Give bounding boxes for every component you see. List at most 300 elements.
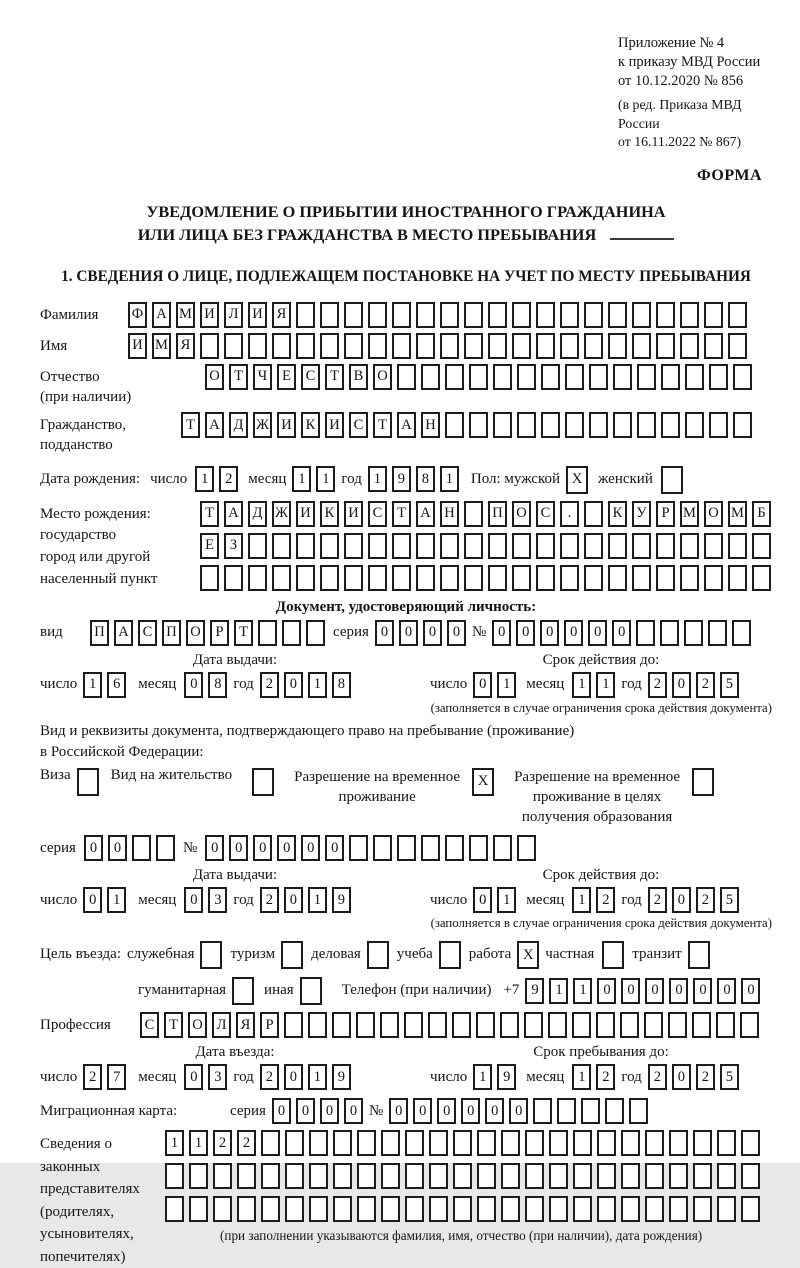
char-cell[interactable]: П xyxy=(162,620,181,646)
char-cell[interactable] xyxy=(464,565,483,591)
char-cell[interactable] xyxy=(541,364,560,390)
char-cell[interactable] xyxy=(660,620,679,646)
char-cell[interactable]: Л xyxy=(212,1012,231,1038)
char-cell[interactable] xyxy=(572,1012,591,1038)
sex-female-checkbox[interactable] xyxy=(661,466,683,494)
char-cell[interactable]: 0 xyxy=(645,978,664,1004)
char-cell[interactable] xyxy=(741,1196,760,1222)
char-cell[interactable] xyxy=(533,1098,552,1124)
char-cell[interactable] xyxy=(685,412,704,438)
char-cell[interactable] xyxy=(560,333,579,359)
char-cell[interactable] xyxy=(573,1130,592,1156)
char-cell[interactable] xyxy=(728,333,747,359)
char-cell[interactable]: 2 xyxy=(648,672,667,698)
char-cell[interactable] xyxy=(680,533,699,559)
char-cell[interactable] xyxy=(488,533,507,559)
char-cell[interactable] xyxy=(493,364,512,390)
char-cell[interactable] xyxy=(440,302,459,328)
char-cell[interactable]: Н xyxy=(440,501,459,527)
char-cell[interactable] xyxy=(320,302,339,328)
char-cell[interactable]: 0 xyxy=(83,887,102,913)
char-cell[interactable]: 0 xyxy=(473,672,492,698)
char-cell[interactable]: 0 xyxy=(621,978,640,1004)
char-cell[interactable]: 1 xyxy=(165,1130,184,1156)
char-cell[interactable]: 1 xyxy=(107,887,126,913)
char-cell[interactable]: Ж xyxy=(272,501,291,527)
char-cell[interactable] xyxy=(557,1098,576,1124)
char-cell[interactable]: Ф xyxy=(128,302,147,328)
char-cell[interactable]: 1 xyxy=(368,466,387,492)
char-cell[interactable]: 0 xyxy=(492,620,511,646)
char-cell[interactable]: О xyxy=(205,364,224,390)
char-cell[interactable] xyxy=(445,835,464,861)
char-cell[interactable] xyxy=(621,1130,640,1156)
char-cell[interactable] xyxy=(549,1130,568,1156)
char-cell[interactable]: О xyxy=(704,501,723,527)
char-cell[interactable] xyxy=(512,533,531,559)
char-cell[interactable] xyxy=(717,1163,736,1189)
char-cell[interactable] xyxy=(272,565,291,591)
char-cell[interactable]: 0 xyxy=(672,1064,691,1090)
char-cell[interactable]: 9 xyxy=(332,887,351,913)
char-cell[interactable] xyxy=(248,533,267,559)
char-cell[interactable] xyxy=(189,1196,208,1222)
purpose-humanitarian-checkbox[interactable] xyxy=(232,977,254,1005)
char-cell[interactable] xyxy=(717,1196,736,1222)
char-cell[interactable]: 0 xyxy=(509,1098,528,1124)
char-cell[interactable]: А xyxy=(152,302,171,328)
char-cell[interactable]: 0 xyxy=(473,887,492,913)
char-cell[interactable] xyxy=(596,1012,615,1038)
char-cell[interactable] xyxy=(344,533,363,559)
char-cell[interactable] xyxy=(469,835,488,861)
char-cell[interactable]: И xyxy=(248,302,267,328)
char-cell[interactable]: 0 xyxy=(389,1098,408,1124)
char-cell[interactable] xyxy=(493,835,512,861)
char-cell[interactable]: 2 xyxy=(237,1130,256,1156)
char-cell[interactable] xyxy=(381,1163,400,1189)
char-cell[interactable]: С xyxy=(138,620,157,646)
char-cell[interactable]: 0 xyxy=(413,1098,432,1124)
char-cell[interactable] xyxy=(608,565,627,591)
char-cell[interactable]: С xyxy=(536,501,555,527)
char-cell[interactable] xyxy=(416,333,435,359)
char-cell[interactable] xyxy=(381,1196,400,1222)
char-cell[interactable]: Р xyxy=(656,501,675,527)
char-cell[interactable] xyxy=(620,1012,639,1038)
char-cell[interactable]: 0 xyxy=(423,620,442,646)
char-cell[interactable]: 9 xyxy=(525,978,544,1004)
char-cell[interactable]: Я xyxy=(236,1012,255,1038)
char-cell[interactable] xyxy=(237,1196,256,1222)
char-cell[interactable] xyxy=(476,1012,495,1038)
char-cell[interactable] xyxy=(380,1012,399,1038)
char-cell[interactable] xyxy=(405,1130,424,1156)
char-cell[interactable]: 8 xyxy=(416,466,435,492)
char-cell[interactable] xyxy=(258,620,277,646)
char-cell[interactable] xyxy=(320,565,339,591)
char-cell[interactable] xyxy=(589,412,608,438)
char-cell[interactable] xyxy=(685,364,704,390)
char-cell[interactable] xyxy=(397,364,416,390)
char-cell[interactable] xyxy=(440,533,459,559)
char-cell[interactable]: 2 xyxy=(648,887,667,913)
char-cell[interactable]: 1 xyxy=(497,672,516,698)
char-cell[interactable]: 0 xyxy=(399,620,418,646)
char-cell[interactable]: 0 xyxy=(672,887,691,913)
char-cell[interactable]: 0 xyxy=(184,672,203,698)
char-cell[interactable] xyxy=(573,1196,592,1222)
char-cell[interactable] xyxy=(733,364,752,390)
char-cell[interactable] xyxy=(285,1196,304,1222)
char-cell[interactable] xyxy=(669,1130,688,1156)
char-cell[interactable] xyxy=(333,1196,352,1222)
purpose-transit-checkbox[interactable] xyxy=(688,941,710,969)
char-cell[interactable]: 2 xyxy=(260,887,279,913)
char-cell[interactable] xyxy=(356,1012,375,1038)
char-cell[interactable]: 0 xyxy=(296,1098,315,1124)
char-cell[interactable]: 2 xyxy=(260,1064,279,1090)
char-cell[interactable] xyxy=(632,565,651,591)
char-cell[interactable]: 1 xyxy=(195,466,214,492)
char-cell[interactable]: С xyxy=(349,412,368,438)
char-cell[interactable] xyxy=(453,1196,472,1222)
char-cell[interactable] xyxy=(469,364,488,390)
char-cell[interactable]: А xyxy=(416,501,435,527)
char-cell[interactable]: Р xyxy=(210,620,229,646)
char-cell[interactable]: 0 xyxy=(447,620,466,646)
char-cell[interactable]: И xyxy=(277,412,296,438)
char-cell[interactable] xyxy=(368,533,387,559)
char-cell[interactable] xyxy=(525,1163,544,1189)
char-cell[interactable] xyxy=(512,565,531,591)
char-cell[interactable] xyxy=(368,302,387,328)
char-cell[interactable] xyxy=(525,1196,544,1222)
char-cell[interactable] xyxy=(512,302,531,328)
char-cell[interactable]: 2 xyxy=(596,887,615,913)
char-cell[interactable] xyxy=(440,565,459,591)
char-cell[interactable] xyxy=(584,333,603,359)
char-cell[interactable]: 1 xyxy=(573,978,592,1004)
char-cell[interactable]: С xyxy=(301,364,320,390)
char-cell[interactable]: 0 xyxy=(672,672,691,698)
char-cell[interactable]: Е xyxy=(277,364,296,390)
char-cell[interactable]: А xyxy=(397,412,416,438)
char-cell[interactable]: 0 xyxy=(184,887,203,913)
char-cell[interactable]: 0 xyxy=(205,835,224,861)
char-cell[interactable] xyxy=(333,1130,352,1156)
char-cell[interactable] xyxy=(272,533,291,559)
char-cell[interactable] xyxy=(605,1098,624,1124)
char-cell[interactable]: К xyxy=(320,501,339,527)
char-cell[interactable] xyxy=(704,565,723,591)
char-cell[interactable] xyxy=(717,1130,736,1156)
char-cell[interactable] xyxy=(282,620,301,646)
char-cell[interactable] xyxy=(645,1196,664,1222)
char-cell[interactable] xyxy=(368,333,387,359)
purpose-tourism-checkbox[interactable] xyxy=(281,941,303,969)
char-cell[interactable] xyxy=(501,1130,520,1156)
char-cell[interactable] xyxy=(349,835,368,861)
purpose-business-checkbox[interactable] xyxy=(367,941,389,969)
char-cell[interactable]: 1 xyxy=(572,672,591,698)
char-cell[interactable] xyxy=(213,1196,232,1222)
purpose-other-checkbox[interactable] xyxy=(300,977,322,1005)
char-cell[interactable] xyxy=(344,333,363,359)
char-cell[interactable] xyxy=(613,412,632,438)
char-cell[interactable] xyxy=(200,565,219,591)
char-cell[interactable]: И xyxy=(200,302,219,328)
char-cell[interactable] xyxy=(452,1012,471,1038)
char-cell[interactable] xyxy=(560,302,579,328)
char-cell[interactable] xyxy=(637,412,656,438)
char-cell[interactable] xyxy=(597,1196,616,1222)
char-cell[interactable] xyxy=(392,333,411,359)
char-cell[interactable]: Ч xyxy=(253,364,272,390)
char-cell[interactable] xyxy=(477,1163,496,1189)
char-cell[interactable] xyxy=(517,835,536,861)
char-cell[interactable]: 8 xyxy=(208,672,227,698)
char-cell[interactable] xyxy=(693,1163,712,1189)
char-cell[interactable] xyxy=(309,1163,328,1189)
char-cell[interactable]: У xyxy=(632,501,651,527)
char-cell[interactable] xyxy=(224,565,243,591)
char-cell[interactable] xyxy=(224,333,243,359)
char-cell[interactable] xyxy=(752,565,771,591)
char-cell[interactable] xyxy=(680,565,699,591)
char-cell[interactable]: 0 xyxy=(540,620,559,646)
char-cell[interactable]: 0 xyxy=(597,978,616,1004)
char-cell[interactable] xyxy=(704,533,723,559)
char-cell[interactable] xyxy=(189,1163,208,1189)
char-cell[interactable] xyxy=(597,1130,616,1156)
char-cell[interactable]: 9 xyxy=(332,1064,351,1090)
char-cell[interactable]: 2 xyxy=(648,1064,667,1090)
char-cell[interactable]: А xyxy=(114,620,133,646)
char-cell[interactable]: Л xyxy=(224,302,243,328)
char-cell[interactable]: 0 xyxy=(272,1098,291,1124)
char-cell[interactable] xyxy=(392,565,411,591)
char-cell[interactable]: С xyxy=(368,501,387,527)
char-cell[interactable]: 0 xyxy=(301,835,320,861)
purpose-study-checkbox[interactable] xyxy=(439,941,461,969)
char-cell[interactable] xyxy=(309,1130,328,1156)
char-cell[interactable] xyxy=(464,333,483,359)
char-cell[interactable] xyxy=(477,1196,496,1222)
char-cell[interactable]: 0 xyxy=(253,835,272,861)
char-cell[interactable] xyxy=(549,1196,568,1222)
char-cell[interactable] xyxy=(608,302,627,328)
char-cell[interactable]: 0 xyxy=(284,672,303,698)
char-cell[interactable] xyxy=(565,364,584,390)
char-cell[interactable]: И xyxy=(325,412,344,438)
char-cell[interactable] xyxy=(536,565,555,591)
char-cell[interactable] xyxy=(344,565,363,591)
char-cell[interactable] xyxy=(733,412,752,438)
char-cell[interactable] xyxy=(429,1163,448,1189)
char-cell[interactable]: Т xyxy=(392,501,411,527)
char-cell[interactable] xyxy=(416,302,435,328)
char-cell[interactable] xyxy=(636,620,655,646)
char-cell[interactable]: 0 xyxy=(693,978,712,1004)
char-cell[interactable]: 0 xyxy=(284,887,303,913)
char-cell[interactable] xyxy=(344,302,363,328)
char-cell[interactable]: 5 xyxy=(720,1064,739,1090)
char-cell[interactable] xyxy=(296,333,315,359)
char-cell[interactable]: Т xyxy=(325,364,344,390)
char-cell[interactable] xyxy=(645,1130,664,1156)
char-cell[interactable]: Д xyxy=(229,412,248,438)
char-cell[interactable]: О xyxy=(186,620,205,646)
char-cell[interactable] xyxy=(464,302,483,328)
char-cell[interactable] xyxy=(308,1012,327,1038)
char-cell[interactable]: 3 xyxy=(208,887,227,913)
char-cell[interactable] xyxy=(693,1196,712,1222)
char-cell[interactable]: 5 xyxy=(720,887,739,913)
char-cell[interactable] xyxy=(524,1012,543,1038)
char-cell[interactable]: 1 xyxy=(83,672,102,698)
char-cell[interactable]: 8 xyxy=(332,672,351,698)
char-cell[interactable] xyxy=(320,533,339,559)
char-cell[interactable]: Т xyxy=(373,412,392,438)
char-cell[interactable]: 0 xyxy=(588,620,607,646)
residence-permit-checkbox[interactable] xyxy=(252,768,274,796)
edu-permit-checkbox[interactable] xyxy=(692,768,714,796)
char-cell[interactable] xyxy=(704,333,723,359)
purpose-work-checkbox[interactable]: X xyxy=(517,941,539,969)
char-cell[interactable]: 3 xyxy=(208,1064,227,1090)
char-cell[interactable]: 9 xyxy=(392,466,411,492)
char-cell[interactable]: А xyxy=(224,501,243,527)
char-cell[interactable] xyxy=(536,333,555,359)
char-cell[interactable]: 1 xyxy=(189,1130,208,1156)
sex-male-checkbox[interactable]: X xyxy=(566,466,588,494)
char-cell[interactable] xyxy=(488,302,507,328)
char-cell[interactable]: 0 xyxy=(741,978,760,1004)
char-cell[interactable] xyxy=(440,333,459,359)
char-cell[interactable] xyxy=(645,1163,664,1189)
char-cell[interactable] xyxy=(165,1196,184,1222)
char-cell[interactable] xyxy=(445,364,464,390)
char-cell[interactable]: 2 xyxy=(213,1130,232,1156)
char-cell[interactable] xyxy=(284,1012,303,1038)
char-cell[interactable] xyxy=(501,1196,520,1222)
char-cell[interactable]: 0 xyxy=(564,620,583,646)
char-cell[interactable]: Ж xyxy=(253,412,272,438)
char-cell[interactable]: 0 xyxy=(461,1098,480,1124)
char-cell[interactable] xyxy=(536,533,555,559)
char-cell[interactable]: 1 xyxy=(572,1064,591,1090)
char-cell[interactable] xyxy=(320,333,339,359)
char-cell[interactable] xyxy=(428,1012,447,1038)
char-cell[interactable] xyxy=(581,1098,600,1124)
char-cell[interactable]: Б xyxy=(752,501,771,527)
char-cell[interactable]: К xyxy=(608,501,627,527)
char-cell[interactable] xyxy=(464,533,483,559)
char-cell[interactable]: И xyxy=(296,501,315,527)
char-cell[interactable] xyxy=(296,565,315,591)
char-cell[interactable]: 0 xyxy=(325,835,344,861)
char-cell[interactable] xyxy=(716,1012,735,1038)
char-cell[interactable] xyxy=(333,1163,352,1189)
char-cell[interactable]: О xyxy=(373,364,392,390)
char-cell[interactable] xyxy=(429,1196,448,1222)
char-cell[interactable]: 2 xyxy=(83,1064,102,1090)
char-cell[interactable] xyxy=(621,1163,640,1189)
char-cell[interactable]: Т xyxy=(200,501,219,527)
char-cell[interactable] xyxy=(584,302,603,328)
char-cell[interactable] xyxy=(237,1163,256,1189)
char-cell[interactable]: М xyxy=(680,501,699,527)
char-cell[interactable] xyxy=(285,1130,304,1156)
char-cell[interactable]: И xyxy=(128,333,147,359)
char-cell[interactable] xyxy=(512,333,531,359)
char-cell[interactable] xyxy=(741,1130,760,1156)
char-cell[interactable]: 0 xyxy=(516,620,535,646)
char-cell[interactable] xyxy=(644,1012,663,1038)
char-cell[interactable] xyxy=(728,533,747,559)
char-cell[interactable] xyxy=(397,835,416,861)
char-cell[interactable] xyxy=(632,533,651,559)
char-cell[interactable] xyxy=(421,835,440,861)
char-cell[interactable] xyxy=(661,364,680,390)
char-cell[interactable] xyxy=(752,533,771,559)
char-cell[interactable] xyxy=(404,1012,423,1038)
char-cell[interactable]: О xyxy=(512,501,531,527)
char-cell[interactable] xyxy=(477,1130,496,1156)
char-cell[interactable] xyxy=(669,1196,688,1222)
char-cell[interactable] xyxy=(296,302,315,328)
char-cell[interactable]: 0 xyxy=(277,835,296,861)
char-cell[interactable] xyxy=(416,565,435,591)
char-cell[interactable] xyxy=(285,1163,304,1189)
char-cell[interactable] xyxy=(621,1196,640,1222)
char-cell[interactable] xyxy=(668,1012,687,1038)
char-cell[interactable]: И xyxy=(344,501,363,527)
char-cell[interactable] xyxy=(584,533,603,559)
char-cell[interactable]: 0 xyxy=(108,835,127,861)
char-cell[interactable]: О xyxy=(188,1012,207,1038)
char-cell[interactable] xyxy=(741,1163,760,1189)
char-cell[interactable] xyxy=(261,1130,280,1156)
char-cell[interactable] xyxy=(357,1196,376,1222)
char-cell[interactable] xyxy=(381,1130,400,1156)
char-cell[interactable]: П xyxy=(90,620,109,646)
char-cell[interactable]: 0 xyxy=(437,1098,456,1124)
temp-permit-checkbox[interactable]: X xyxy=(472,768,494,796)
char-cell[interactable] xyxy=(309,1196,328,1222)
char-cell[interactable] xyxy=(708,620,727,646)
char-cell[interactable]: 0 xyxy=(284,1064,303,1090)
char-cell[interactable] xyxy=(405,1163,424,1189)
char-cell[interactable]: П xyxy=(488,501,507,527)
char-cell[interactable] xyxy=(656,302,675,328)
char-cell[interactable] xyxy=(536,302,555,328)
char-cell[interactable] xyxy=(453,1163,472,1189)
char-cell[interactable] xyxy=(453,1130,472,1156)
char-cell[interactable]: А xyxy=(205,412,224,438)
char-cell[interactable] xyxy=(608,533,627,559)
char-cell[interactable] xyxy=(429,1130,448,1156)
char-cell[interactable]: 1 xyxy=(292,466,311,492)
char-cell[interactable]: 0 xyxy=(344,1098,363,1124)
char-cell[interactable] xyxy=(493,412,512,438)
char-cell[interactable] xyxy=(421,364,440,390)
char-cell[interactable]: 1 xyxy=(473,1064,492,1090)
char-cell[interactable]: Я xyxy=(272,302,291,328)
char-cell[interactable] xyxy=(632,302,651,328)
char-cell[interactable] xyxy=(608,333,627,359)
